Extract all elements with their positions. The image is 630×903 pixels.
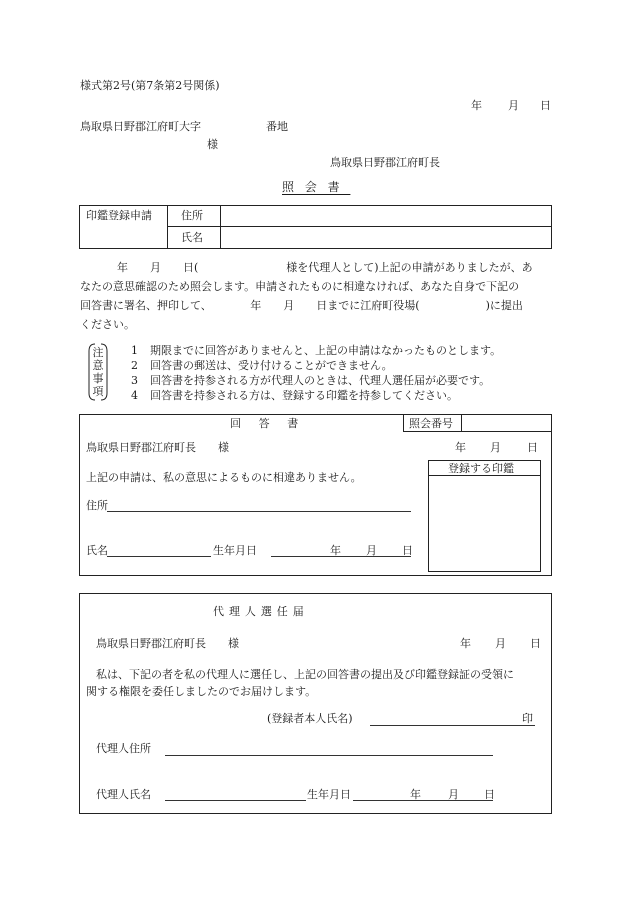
proxy-dob-day: 日 <box>484 788 495 801</box>
seal-box-label: 登録する印鑑 <box>448 462 514 475</box>
body-line-4: ください。 <box>80 318 135 331</box>
answer-addressee: 鳥取県日野郡江府町長 様 <box>86 441 229 454</box>
answer-name-label: 氏名 <box>86 544 108 557</box>
note-2-text: 回答書の郵送は、受け付けることができません。 <box>150 359 393 372</box>
registrant-label: (登録者本人氏名) <box>267 712 353 725</box>
seal-box-header-line <box>428 475 541 476</box>
answer-dob-year: 年 <box>330 544 341 557</box>
table-name-value[interactable] <box>226 232 546 244</box>
proxy-date-day: 日 <box>530 637 541 650</box>
header-date-month: 月 <box>508 99 519 112</box>
answer-dob-field[interactable] <box>271 556 411 557</box>
proxy-date-year: 年 <box>460 637 471 650</box>
table-row-label: 印鑑登録申請 <box>86 209 152 222</box>
notes-label-char-3: 事 <box>92 372 104 385</box>
notes-label-char-1: 注 <box>92 346 104 359</box>
table-row-divider <box>167 226 552 227</box>
proxy-dob-field[interactable] <box>353 800 493 801</box>
answer-dob-day: 日 <box>402 544 413 557</box>
header-date-year: 年 <box>471 99 482 112</box>
proxy-dob-label: 生年月日 <box>307 788 351 801</box>
form-number: 様式第2号(第7条第2号関係) <box>80 79 220 92</box>
proxy-dob-month: 月 <box>448 788 459 801</box>
sender-name: 鳥取県日野郡江府町長 <box>330 156 440 169</box>
note-1-text: 期限までに回答がありませんと、上記の申請はなかったものとします。 <box>150 344 502 357</box>
table-divider-2 <box>220 205 221 249</box>
body-line-1: 年 月 日( 様を代理人として)上記の申請がありましたが、あ <box>95 261 533 274</box>
note-4-text: 回答書を持参される方は、登録する印鑑を持参してください。 <box>150 389 458 402</box>
proxy-statement-2: 関する権限を委任しましたのでお届けします。 <box>86 685 317 698</box>
header-date-day: 日 <box>540 99 551 112</box>
proxy-name-label: 代理人氏名 <box>96 788 151 801</box>
notes-label-char-2: 意 <box>92 359 104 372</box>
answer-dob-label: 生年月日 <box>213 544 257 557</box>
ref-number-label: 照会番号 <box>409 417 453 430</box>
note-1-num: 1 <box>131 344 138 357</box>
proxy-address-label: 代理人住所 <box>96 742 151 755</box>
seal-mark: 印 <box>522 712 533 725</box>
answer-date-month: 月 <box>490 441 501 454</box>
registrant-name-field[interactable] <box>370 725 535 726</box>
proxy-name-field[interactable] <box>165 800 306 801</box>
answer-date-day: 日 <box>527 441 538 454</box>
answer-dob-month: 月 <box>366 544 377 557</box>
table-divider-1 <box>167 205 168 249</box>
proxy-addressee: 鳥取県日野郡江府町長 様 <box>96 637 239 650</box>
answer-date-year: 年 <box>455 441 466 454</box>
answer-statement: 上記の申請は、私の意思によるものに相違ありません。 <box>86 471 362 484</box>
note-2-num: 2 <box>131 359 138 372</box>
table-name-label: 氏名 <box>181 231 203 244</box>
note-3-num: 3 <box>131 374 138 387</box>
answer-name-field[interactable] <box>107 556 211 557</box>
table-address-label: 住所 <box>181 209 203 222</box>
note-4-num: 4 <box>131 389 138 402</box>
proxy-dob-year: 年 <box>410 788 421 801</box>
proxy-address-field[interactable] <box>165 755 493 756</box>
proxy-statement-1: 私は、下記の者を私の代理人に選任し、上記の回答書の提出及び印鑑登録証の受領に <box>96 668 514 681</box>
ref-number-divider <box>461 414 462 432</box>
table-address-value[interactable] <box>226 210 546 222</box>
notes-label-char-4: 項 <box>92 385 104 398</box>
page-title: 照会書 <box>282 180 351 194</box>
address-prefix: 鳥取県日野郡江府町大字 <box>80 120 201 133</box>
answer-address-label: 住所 <box>86 499 108 512</box>
proxy-title: 代理人選任届 <box>213 605 309 618</box>
answer-title: 回答書 <box>230 417 316 430</box>
seal-box[interactable] <box>428 460 541 572</box>
body-line-2: なたの意思確認のため照会します。申請されたものに相違なければ、あなた自身で下記の <box>80 280 520 293</box>
note-3-text: 回答書を持参される方が代理人のときは、代理人選任届が必要です。 <box>150 374 491 387</box>
proxy-section <box>79 593 552 814</box>
recipient-honorific: 様 <box>207 138 218 151</box>
answer-address-field[interactable] <box>107 511 411 512</box>
ref-number-value[interactable] <box>466 418 546 429</box>
address-suffix: 番地 <box>266 120 288 133</box>
body-line-3: 回答書に署名、押印して、 年 月 日までに江府町役場( )に提出 <box>80 299 523 312</box>
proxy-date-month: 月 <box>495 637 506 650</box>
